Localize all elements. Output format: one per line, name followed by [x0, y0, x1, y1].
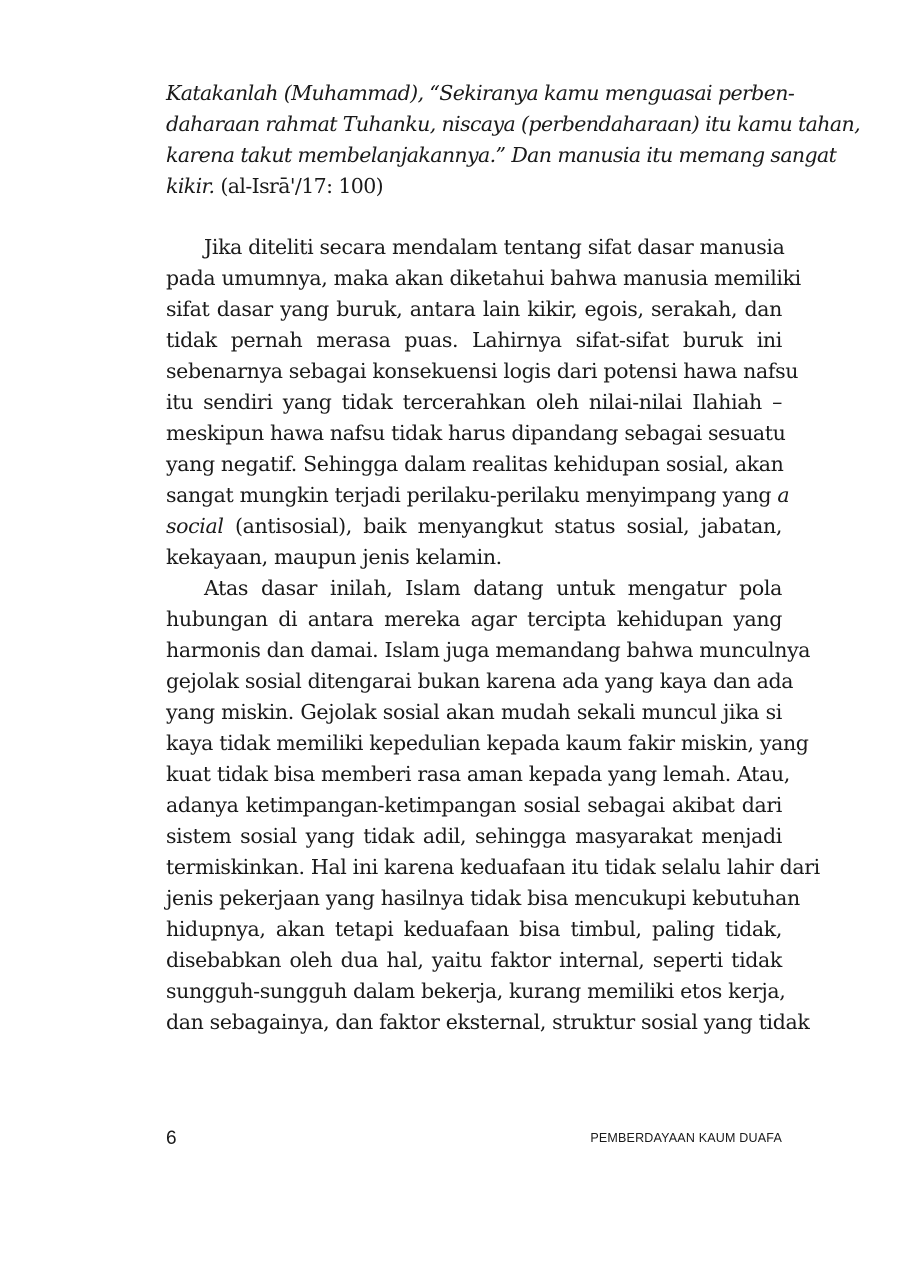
- quote-last-line: [166, 171, 782, 202]
- paragraph-italic-word: a: [777, 483, 790, 507]
- paragraph-line: kaya tidak memiliki kepedulian kepada kaum fakir miskin, yang: [166, 731, 809, 755]
- paragraph-line-text: (antisosial), baik menyangkut status sosial, jabatan,: [223, 514, 782, 538]
- paragraph-line: sebenarnya sebagai konsekuensi logis dari potensi hawa nafsu: [166, 359, 799, 383]
- quote-line: daharaan rahmat Tuhanku, niscaya (perbendaharaan) itu kamu tahan,: [166, 112, 860, 136]
- paragraph-2: [166, 573, 820, 1038]
- paragraph-line: kuat tidak bisa memberi rasa aman kepada yang lemah. Atau,: [166, 762, 790, 786]
- paragraph-line: sifat dasar yang buruk, antara lain kikir, egois, serakah, dan: [166, 297, 782, 321]
- paragraph-line: hubungan di antara mereka agar tercipta kehidupan yang: [166, 607, 782, 631]
- paragraph-line: yang miskin. Gejolak sosial akan mudah sekali muncul jika si: [166, 700, 782, 724]
- paragraph-line: disebabkan oleh dua hal, yaitu faktor internal, seperti tidak: [166, 948, 782, 972]
- paragraph-line: meskipun hawa nafsu tidak harus dipandang sebagai sesuatu: [166, 421, 786, 445]
- page-footer: [166, 1128, 782, 1154]
- page-number: 6: [166, 1128, 177, 1149]
- paragraph-line-text: sangat mungkin terjadi perilaku-perilaku menyimpang yang: [166, 483, 778, 507]
- paragraph-line: itu sendiri yang tidak tercerahkan oleh nilai-nilai Ilahiah –: [166, 390, 782, 414]
- paragraph-line: adanya ketimpangan-ketimpangan sosial sebagai akibat dari: [166, 793, 782, 817]
- quote-reference: (al-Isrā'/17: 100): [214, 174, 384, 198]
- quote-line: karena takut membelanjakannya.” Dan manusia itu memang sangat: [166, 143, 837, 167]
- paragraph-line: [166, 511, 782, 542]
- quote-line: Katakanlah (Muhammad), “Sekiranya kamu menguasai perben-: [166, 81, 795, 105]
- paragraph-line: kekayaan, maupun jenis kelamin.: [166, 545, 502, 569]
- paragraph-line: jenis pekerjaan yang hasilnya tidak bisa mencukupi kebutuhan: [166, 886, 800, 910]
- paragraph-line: termiskinkan. Hal ini karena keduafaan itu tidak selalu lahir dari: [166, 855, 820, 879]
- paragraph-1: [166, 232, 801, 573]
- running-title: PEMBERDAYAAN KAUM DUAFA: [590, 1131, 782, 1145]
- paragraph-line: Atas dasar inilah, Islam datang untuk mengatur pola: [204, 576, 782, 600]
- paragraph-line: harmonis dan damai. Islam juga memandang bahwa munculnya: [166, 638, 811, 662]
- paragraph-line: sistem sosial yang tidak adil, sehingga masyarakat menjadi: [166, 824, 782, 848]
- paragraph-line: tidak pernah merasa puas. Lahirnya sifat-sifat buruk ini: [166, 328, 782, 352]
- paragraph-line: pada umumnya, maka akan diketahui bahwa manusia memiliki: [166, 266, 801, 290]
- paragraph-line: dan sebagainya, dan faktor eksternal, struktur sosial yang tidak: [166, 1010, 810, 1034]
- paragraph-italic-word: social: [166, 514, 224, 538]
- paragraph-line: Jika diteliti secara mendalam tentang sifat dasar manusia: [204, 235, 785, 259]
- paragraph-line: yang negatif. Sehingga dalam realitas kehidupan sosial, akan: [166, 452, 784, 476]
- paragraph-line: hidupnya, akan tetapi keduafaan bisa timbul, paling tidak,: [166, 917, 782, 941]
- paragraph-line: [166, 480, 790, 511]
- paragraph-line: sungguh-sungguh dalam bekerja, kurang memiliki etos kerja,: [166, 979, 786, 1003]
- quote-last-italic: kikir.: [166, 174, 215, 198]
- paragraph-line: gejolak sosial ditengarai bukan karena ada yang kaya dan ada: [166, 669, 794, 693]
- quote-translation: [166, 78, 860, 202]
